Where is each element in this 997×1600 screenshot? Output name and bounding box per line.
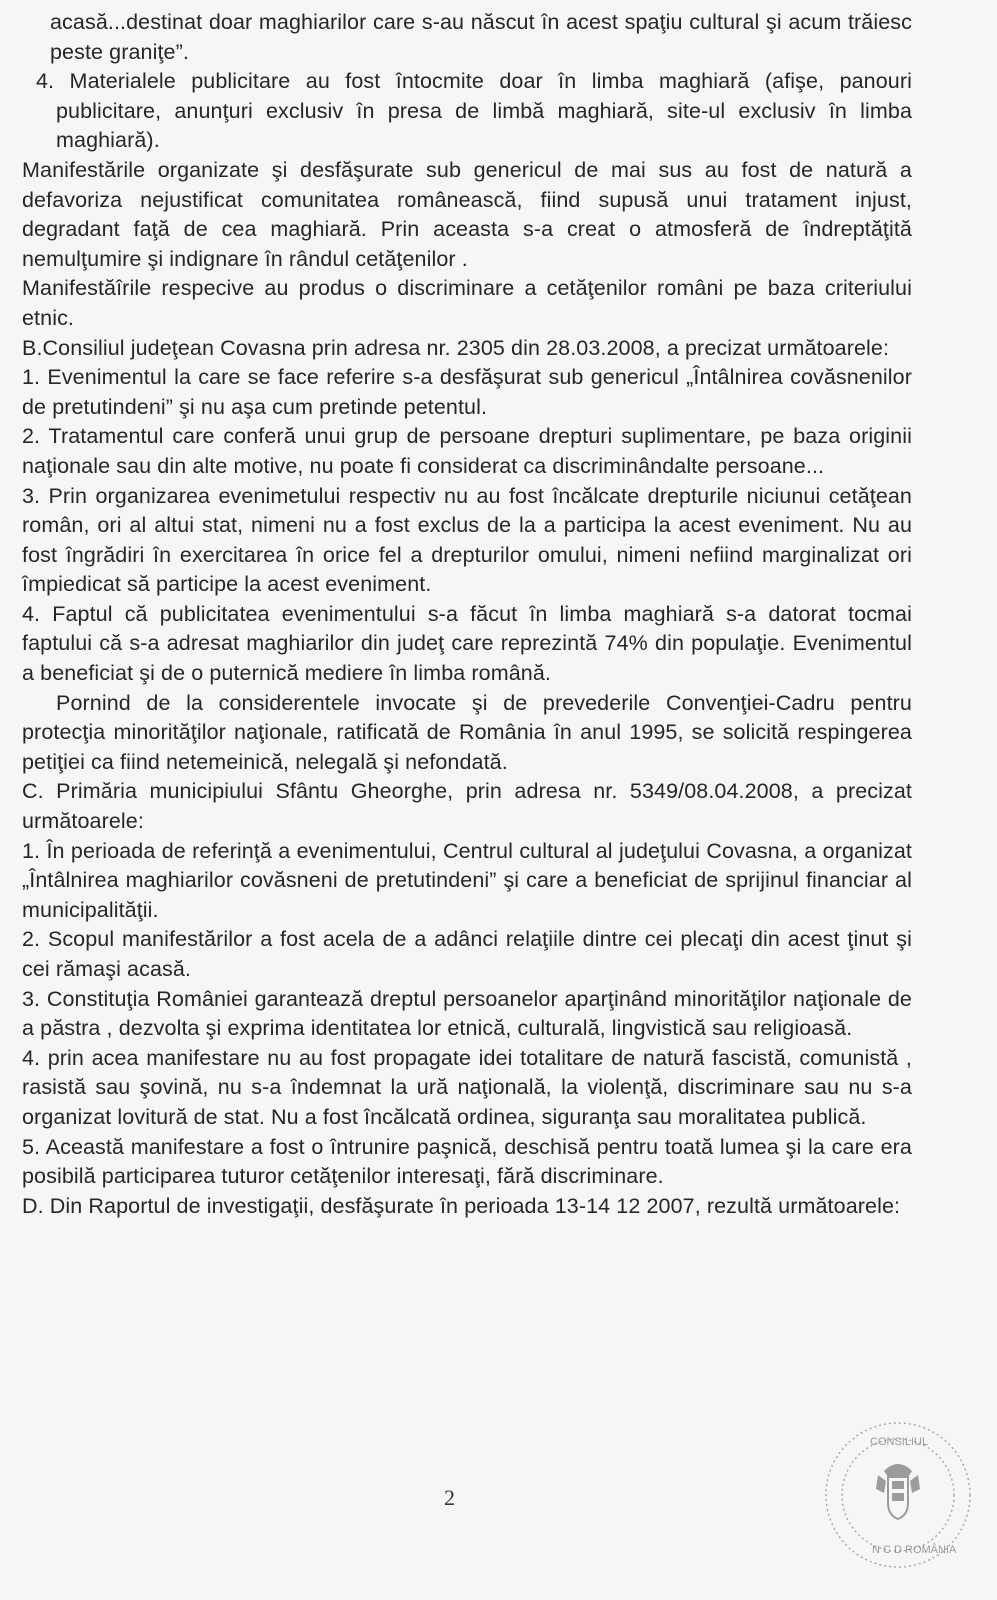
list-item: 2. Tratamentul care conferă unui grup de persoane drepturi suplimentare, pe baza originii naţionale sau din alte motive, nu poate fi considerat ca discriminândalte persoane... [22,424,912,478]
section-d-heading: D. Din Raportul de investigaţii, desfăşurate în perioada 13-14 12 2007, rezultă următoarele: [22,1193,901,1218]
stamp-text-bottom: N C D ROMÂNIA [872,1544,957,1556]
list-item-4: 4. Materialele publicitare au fost întocmite doar în limba maghiară (afişe, panouri publicitare, anunţuri exclusiv în presa de limbă maghiară, site-ul exclusiv în limba maghiară). [36,69,912,153]
list-item: 3. Prin organizarea evenimetului respectiv nu au fost încălcate drepturile niciunui cetăţean român, ori al altui stat, nimeni nu a fost exclus de la a participa la acest eveniment. Nu au fost îngrădiri în exercitarea în orice fel a drepturilor omului, nimeni nefiind marginalizat ori împiedicat să participe la acest eveniment. [22,483,912,597]
coat-of-arms-stamp-icon [818,1415,978,1575]
list-item: 2. Scopul manifestărilor a fost acela de a adânci relaţiile dintre cei plecaţi din acest ţinut şi cei rămaşi acasă. [22,927,912,981]
paragraph: Pornind de la considerentele invocate şi de prevederile Convenţiei-Cadru pentru protecţia minorităţilor naţionale, ratificată de România în anul 1995, se solicită respingerea petiţiei ca fiind netemeinică, nelegală şi nefondată. [22,690,912,774]
list-item: 3. Constituţia României garantează dreptul persoanelor aparţinând minorităţilor naţionale de a păstra , dezvolta şi exprima identitatea lor etnică, culturală, lingvistică sau religioasă. [22,986,912,1041]
paragraph: Manifestăîrile respecive au produs o discriminare a cetăţenilor români pe baza criteriului etnic. [22,276,912,330]
list-item: 4. prin acea manifestare nu au fost propagate idei totalitare de natură fascistă, comunistă , rasistă sau şovină, nu s-a îndemnat la ură naţională, la violenţă, discriminare sau nu s-a organizat lovitură de stat. Nu a fost încălcată ordinea, siguranţa sau moralitatea publică. [22,1045,912,1129]
list-item: 4. Faptul că publicitatea evenimentului s-a făcut în limba maghiară s-a datorat tocmai faptului că s-a adresat maghiarilor din judeţ care reprezintă 74% din populaţie. Evenimentul a beneficiat şi de o puternică mediere în limba română. [22,601,912,686]
section-b-heading: B.Consiliul judeţean Covasna prin adresa nr. 2305 din 28.03.2008, a precizat următoarele: [22,335,890,360]
page-number: 2 [444,1485,455,1510]
list-item: 1. În perioada de referinţă a evenimentului, Centrul cultural al judeţului Covasna, a organizat „Întâlnirea maghiarilor covăsneni de pretutindeni” şi care a beneficiat de sprijinul financiar al municipalităţii. [22,838,912,922]
list-item: 1. Evenimentul la care se face referire s-a desfăşurat sub genericul „Întâlnirea covăsnenilor de pretutindeni” şi nu aşa cum pretinde petentul. [22,365,912,419]
document-body [22,8,912,1221]
section-c-heading: C. Primăria municipiului Sfântu Gheorghe, prin adresa nr. 5349/08.04.2008, a precizat următoarele: [22,779,912,834]
paragraph-continuation: acasă...destinat doar maghiarilor care s-au născut în acest spaţiu cultural şi acum trăiesc peste graniţe”. [50,10,912,64]
list-item: 5. Această manifestare a fost o întrunire paşnică, deschisă pentru toată lumea şi la care era posibilă participarea tuturor cetăţenilor interesaţi, fără discriminare. [22,1134,912,1189]
paragraph: Manifestările organizate şi desfăşurate sub genericul de mai sus au fost de natură a defavoriza nejustificat comunitatea românească, fiind supusă unui tratament injust, degradant faţă de cea maghiară. Prin aceasta s-a creat o atmosferă de îndreptăţită nemulţumire şi indignare în rândul cetăţenilor . [22,157,912,271]
stamp-text-top: CONSILIUL [870,1436,929,1448]
